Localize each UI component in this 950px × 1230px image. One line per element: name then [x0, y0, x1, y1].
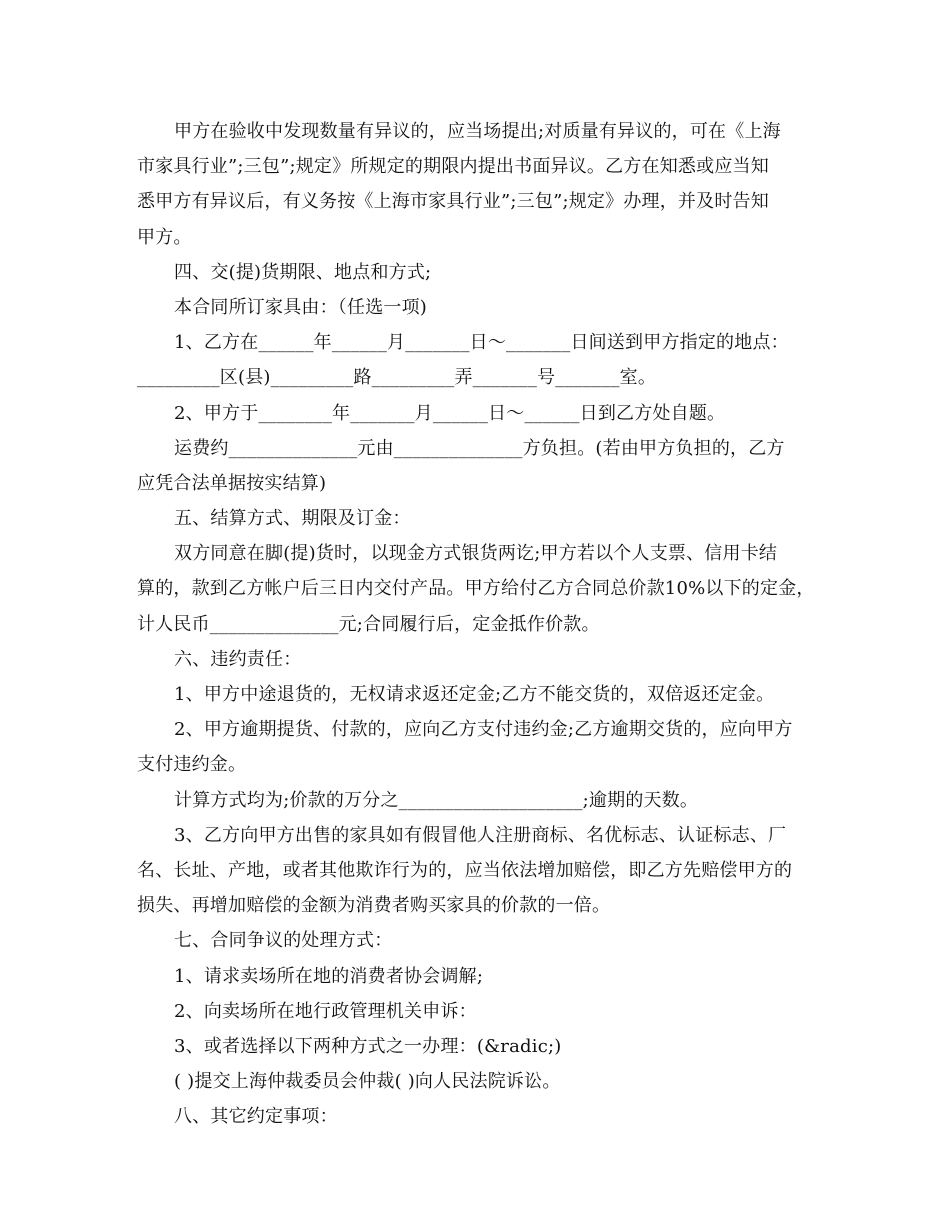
- section-heading: 七、合同争议的处理方式：: [174, 930, 393, 952]
- paragraph-line: ( )提交上海仲裁委员会仲裁( )向人民法院诉讼。: [174, 1071, 561, 1093]
- section-heading: 六、违约责任：: [174, 648, 302, 670]
- paragraph-line: 计人民币______________元;合同履行后，定金抵作价款。: [137, 613, 600, 635]
- paragraph-line: 运费约______________元由______________方负担。(若由甲方负担的，乙方: [174, 437, 785, 459]
- paragraph-line: 3、乙方向甲方出售的家具如有假冒他人注册商标、名优标志、认证标志、厂: [174, 824, 787, 846]
- section-heading: 八、其它约定事项：: [174, 1106, 338, 1128]
- paragraph-line: 甲方。: [137, 226, 192, 248]
- paragraph-line: 2、甲方逾期提货、付款的，应向乙方支付违约金;乙方逾期交货的，应向甲方: [174, 719, 793, 741]
- section-heading: 五、结算方式、期限及订金：: [174, 508, 411, 530]
- paragraph-line: 1、乙方在______年______月_______日～_______日间送到甲方指定的地点：: [174, 332, 789, 354]
- section-heading: 四、交(提)货期限、地点和方式;: [174, 261, 432, 283]
- paragraph-line: 1、甲方中途退货的，无权请求返还定金;乙方不能交货的，双倍返还定金。: [174, 684, 775, 705]
- paragraph-line: 市家具行业”;三包”;规定》所规定的期限内提出书面异议。乙方在知悉或应当知: [137, 156, 769, 178]
- paragraph-line: 支付违约金。: [137, 754, 247, 776]
- paragraph-line: 3、或者选择以下两种方式之一办理：(&radic;): [174, 1035, 562, 1057]
- paragraph-line: 名、长址、产地，或者其他欺诈行为的，应当依法增加赔偿，即乙方先赔偿甲方的: [137, 859, 793, 881]
- document-body: [137, 114, 817, 1134]
- paragraph-line: 1、请求卖场所在地的消费者协会调解;: [174, 965, 484, 987]
- paragraph-line: 算的，款到乙方帐户后三日内交付产品。甲方给付乙方合同总价款10%以下的定金，: [137, 578, 815, 600]
- paragraph-line: 甲方在验收中发现数量有异议的，应当场提出;对质量有异议的，可在《上海: [174, 121, 781, 142]
- paragraph-line: 悉甲方有异议后，有义务按《上海市家具行业”;三包”;规定》办理，并及时告知: [137, 191, 769, 213]
- paragraph-line: 双方同意在脚(提)货时，以现金方式银货两讫;甲方若以个人支票、信用卡结: [174, 543, 778, 565]
- paragraph-line: 本合同所订家具由：（任选一项): [174, 296, 428, 318]
- paragraph-line: 2、向卖场所在地行政管理机关申诉：: [174, 1000, 477, 1022]
- paragraph-line: 计算方式均为;价款的万分之____________________;逾期的天数。: [174, 789, 699, 811]
- paragraph-line: _________区(县)_________路_________弄_______号_______室。: [137, 367, 657, 389]
- paragraph-line: 应凭合法单据按实结算): [137, 472, 327, 494]
- paragraph-line: 2、甲方于________年_______月______日～______日到乙方处自题。: [174, 402, 726, 424]
- paragraph-line: 损失、再增加赔偿的金额为消费者购买家具的价款的一倍。: [137, 895, 611, 917]
